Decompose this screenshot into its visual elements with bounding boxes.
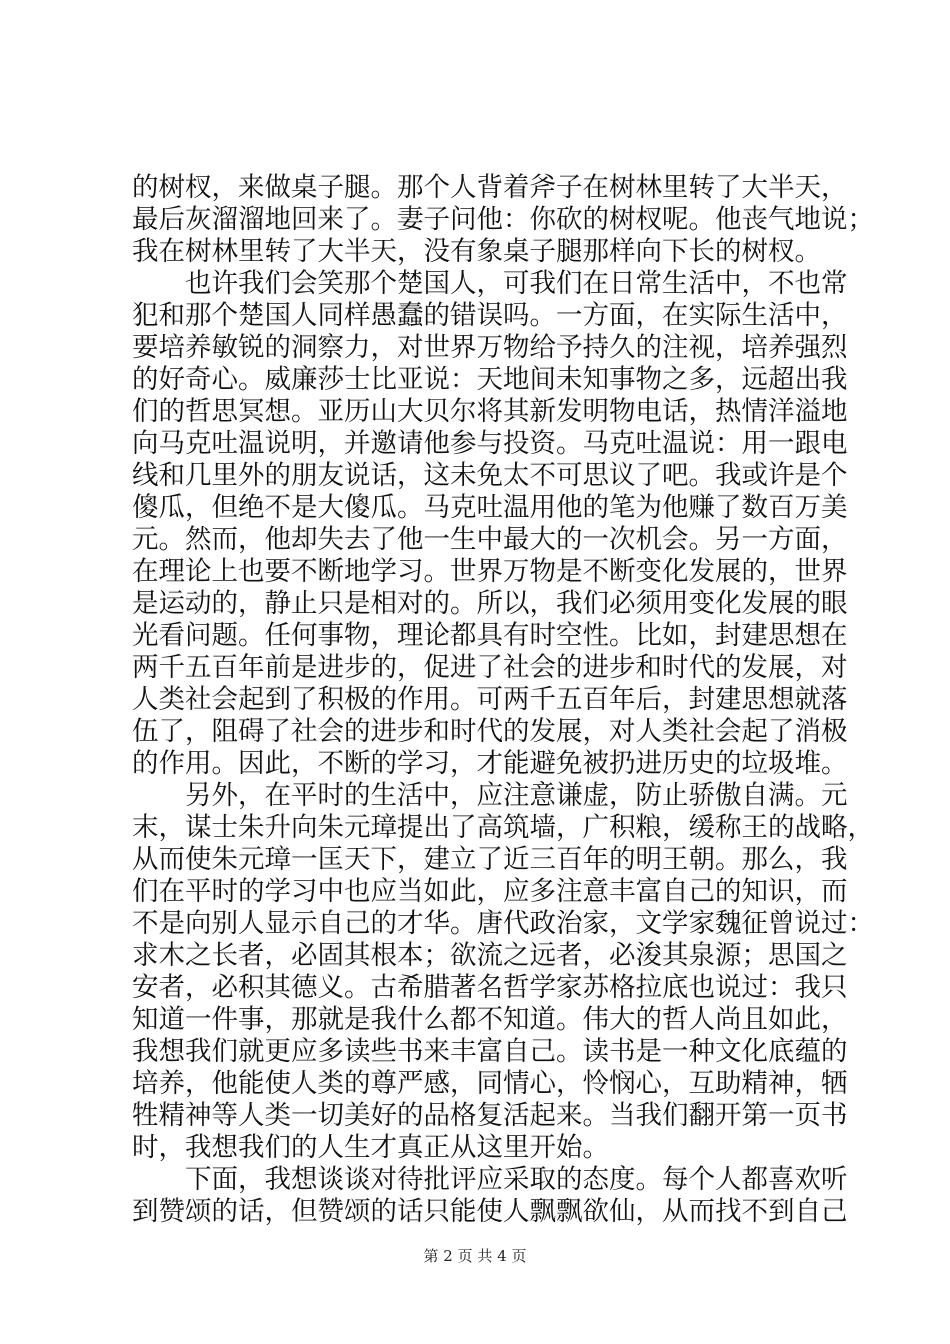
- text-line: 伍了，阻碍了社会的进步和时代的发展，对人类社会起了消极: [132, 716, 848, 747]
- page-number-footer: 第 2 页 共 4 页: [423, 1247, 527, 1265]
- text-line: 要培养敏锐的洞察力，对世界万物给予持久的注视，培养强烈: [132, 332, 848, 363]
- paragraph: [132, 172, 874, 268]
- paragraph: [132, 268, 848, 780]
- text-line: 我在树林里转了大半天，没有象桌子腿那样向下长的树杈。: [132, 236, 821, 267]
- text-line: 傻瓜，但绝不是大傻瓜。马克吐温用他的笔为他赚了数百万美: [132, 492, 848, 523]
- text-line: 到赞颂的话，但赞颂的话只能使人飘飘欲仙，从而找不到自己: [132, 1196, 848, 1227]
- text-line: 犯和那个楚国人同样愚蠢的错误吗。一方面，在实际生活中，: [132, 300, 848, 331]
- text-line: 牲精神等人类一切美好的品格复活起来。当我们翻开第一页书: [132, 1100, 848, 1131]
- text-line: 另外，在平时的生活中，应注意谦虚，防止骄傲自满。元: [185, 780, 848, 811]
- text-line: 是运动的，静止只是相对的。所以，我们必须用变化发展的眼: [132, 588, 848, 619]
- text-line: 从而使朱元璋一匡天下，建立了近三百年的明王朝。那么，我: [132, 844, 848, 875]
- text-line: 下面，我想谈谈对待批评应采取的态度。每个人都喜欢听: [185, 1164, 848, 1195]
- text-line: 向马克吐温说明，并邀请他参与投资。马克吐温说：用一跟电: [132, 428, 848, 459]
- text-line: 知道一件事，那就是我什么都不知道。伟大的哲人尚且如此，: [132, 1004, 848, 1035]
- text-line: 们的哲思冥想。亚历山大贝尔将其新发明物电话，热情洋溢地: [132, 396, 848, 427]
- text-line: 线和几里外的朋友说话，这未免太不可思议了吧。我或许是个: [132, 460, 848, 491]
- text-line: 们在平时的学习中也应当如此，应多注意丰富自己的知识，而: [132, 876, 848, 907]
- text-line: 末，谋士朱升向朱元璋提出了高筑墙，广积粮，缓称王的战略，: [132, 812, 874, 843]
- text-line: 我想我们就更应多读些书来丰富自己。读书是一种文化底蕴的: [132, 1036, 848, 1067]
- text-line: 最后灰溜溜地回来了。妻子问他：你砍的树杈呢。他丧气地说；: [132, 204, 874, 235]
- text-line: 两千五百年前是进步的，促进了社会的进步和时代的发展，对: [132, 652, 848, 683]
- text-line: 不是向别人显示自己的才华。唐代政治家，文学家魏征曾说过：: [132, 908, 874, 939]
- text-line: 元。然而，他却失去了他一生中最大的一次机会。另一方面，: [132, 524, 848, 555]
- text-line: 时，我想我们的人生才真正从这里开始。: [132, 1132, 609, 1163]
- text-line: 的好奇心。威廉莎士比亚说：天地间未知事物之多，远超出我: [132, 364, 848, 395]
- document-body: [132, 172, 874, 1228]
- text-line: 安者，必积其德义。古希腊著名哲学家苏格拉底也说过：我只: [132, 972, 848, 1003]
- text-line: 也许我们会笑那个楚国人，可我们在日常生活中，不也常: [185, 268, 848, 299]
- text-line: 的树杈，来做桌子腿。那个人背着斧子在树林里转了大半天，: [132, 172, 848, 203]
- text-line: 光看问题。任何事物，理论都具有时空性。比如，封建思想在: [132, 620, 848, 651]
- text-line: 的作用。因此，不断的学习，才能避免被扔进历史的垃圾堆。: [132, 748, 848, 779]
- text-line: 求木之长者，必固其根本；欲流之远者，必浚其泉源；思国之: [132, 940, 848, 971]
- text-line: 在理论上也要不断地学习。世界万物是不断变化发展的，世界: [132, 556, 848, 587]
- paragraph: [132, 780, 874, 1164]
- text-line: 培养，他能使人类的尊严感，同情心，怜悯心，互助精神，牺: [132, 1068, 848, 1099]
- text-line: 人类社会起到了积极的作用。可两千五百年后，封建思想就落: [132, 684, 848, 715]
- paragraph: [132, 1164, 848, 1228]
